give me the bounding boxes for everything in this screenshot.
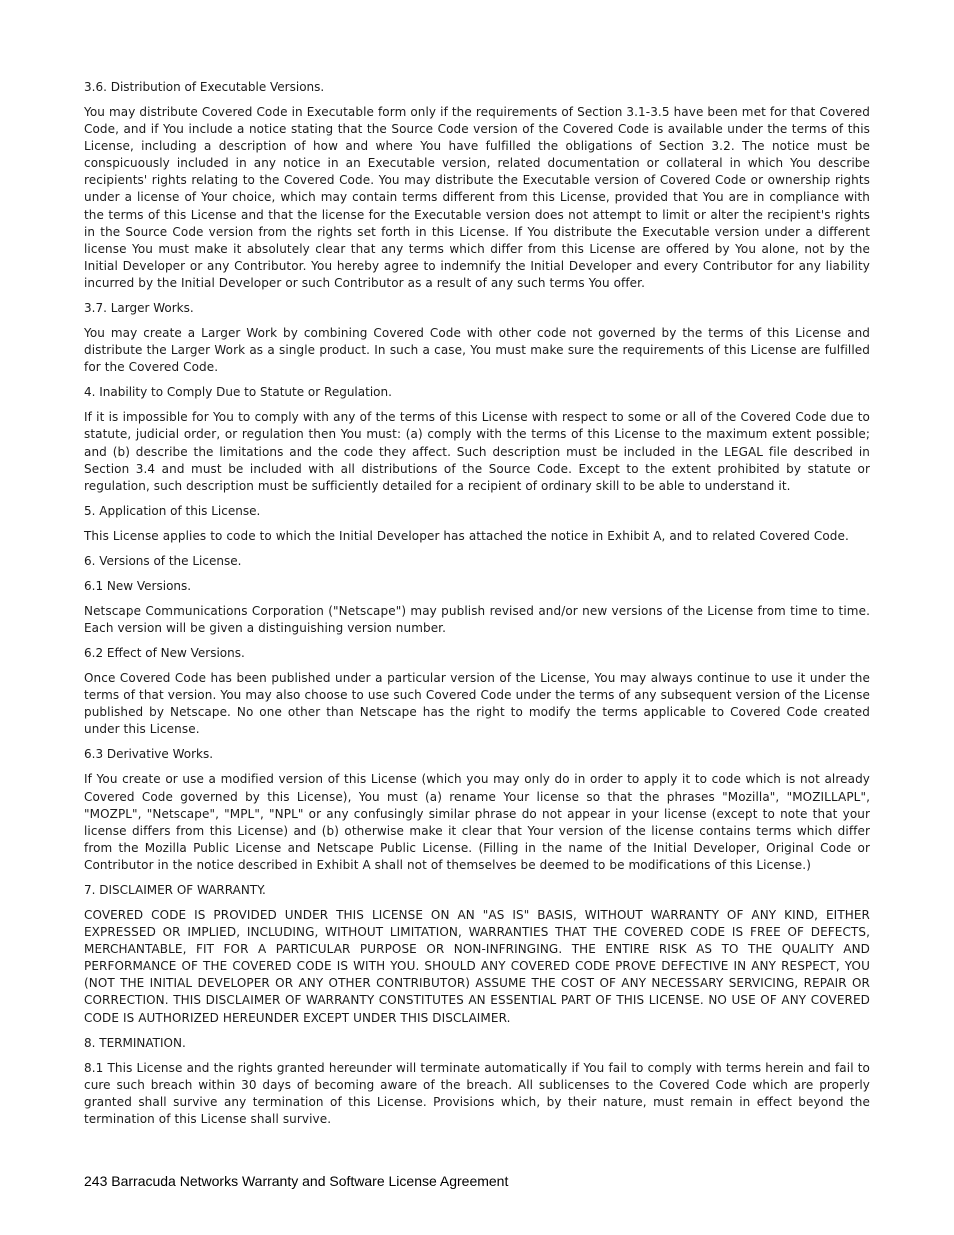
page-footer: 243 Barracuda Networks Warranty and Software License Agreement: [84, 1173, 509, 1189]
section-paragraph: If You create or use a modified version of this License (which you may only do in order to apply it to code which is not already Covered Code governed by this License), You must (a) rename Your license so that the phrases "Mozilla", "MOZILLAPL", "MOZPL", "Netscape", "MPL", "NPL" or any confusingly similar phrase do not appear in your license (except to note that your license differs from this License) and (b) otherwise make it clear that Your version of the license contains terms which differ from the Mozilla Public License and Netscape Public License. (Filling in the name of the Initial Developer, Original Code or Contributor in the notice described in Exhibit A shall not of themselves be deemed to be modifications of this License.): [84, 772, 870, 872]
section-paragraph: 8.1 This License and the rights granted hereunder will terminate automatically if You fail to comply with terms herein and fail to cure such breach within 30 days of becoming aware of the breach. All sublicenses to the Covered Code which are properly granted shall survive any termination of this License. Provisions which, by their nature, must remain in effect beyond the termination of this License shall survive.: [84, 1060, 870, 1126]
section-heading-3-7: 3.7. Larger Works.: [84, 301, 194, 316]
section-paragraph: Once Covered Code has been published under a particular version of the License, You may always continue to use it under the terms of that version. You may also choose to use such Covered Code under the terms of any subsequent version of the License published by Netscape. No one other than Netscape has the right to modify the terms applicable to Covered Code created under this License.: [84, 671, 870, 737]
section-heading-3-6: 3.6. Distribution of Executable Versions.: [84, 80, 325, 94]
section-heading-6-2: 6.2 Effect of New Versions.: [84, 646, 245, 661]
section-paragraph: COVERED CODE IS PROVIDED UNDER THIS LICENSE ON AN "AS IS" BASIS, WITHOUT WARRANTY OF ANY KIND, EITHER EXPRESSED OR IMPLIED, INCLUDING, WITHOUT LIMITATION, WARRANTIES THAT THE COVERED CODE IS FREE OF DEFECTS, MERCHANTABLE, FIT FOR A PARTICULAR PURPOSE OR NON-INFRINGING. THE ENTIRE RISK AS TO THE QUALITY AND PERFORMANCE OF THE COVERED CODE IS WITH YOU. SHOULD ANY COVERED CODE PROVE DEFECTIVE IN ANY RESPECT, YOU (NOT THE INITIAL DEVELOPER OR ANY OTHER CONTRIBUTOR) ASSUME THE COST OF ANY NECESSARY SERVICING, REPAIR OR CORRECTION. THIS DISCLAIMER OF WARRANTY CONSTITUTES AN ESSENTIAL PART OF THIS LICENSE. NO USE OF ANY COVERED CODE IS AUTHORIZED HEREUNDER EXCEPT UNDER THIS DISCLAIMER.: [84, 908, 870, 1025]
section-heading-7: 7. DISCLAIMER OF WARRANTY.: [84, 883, 266, 897]
section-paragraph: This License applies to code to which the Initial Developer has attached the notice in Exhibit A, and to related Covered Code.: [84, 528, 849, 543]
section-heading-4: 4. Inability to Comply Due to Statute or Regulation.: [84, 385, 392, 400]
section-heading-6-3: 6.3 Derivative Works.: [84, 747, 214, 762]
section-heading-5: 5. Application of this License.: [84, 503, 261, 518]
section-heading-6: 6. Versions of the License.: [84, 553, 242, 568]
section-paragraph: You may distribute Covered Code in Executable form only if the requirements of Section 3.1-3.5 have been met for that Covered Code, and if You include a notice stating that the Source Code version of the Covered Code is available under the terms of this License, including a description of how and where You have fulfilled the obligations of Section 3.2. The notice must be conspicuously included in any notice in an Executable version, related documentation or collateral in which You describe recipients' rights relating to the Covered Code. You may distribute the Executable version of Covered Code or ownership rights under a license of Your choice, which may contain terms different from this License, provided that You are in compliance with the terms of this License and that the license for the Executable version does not attempt to limit or alter the recipient's rights in the Source Code version from the rights set forth in this License. If You distribute the Executable version under a different license You must make it absolutely clear that any terms which differ from this License are offered by You alone, not by the Initial Developer or any Contributor. You hereby agree to indemnify the Initial Developer and every Contributor for any liability incurred by the Initial Developer or such Contributor as a result of any such terms You offer.: [84, 105, 870, 290]
section-paragraph: If it is impossible for You to comply with any of the terms of this License with respect to some or all of the Covered Code due to statute, judicial order, or regulation then You must: (a) comply with the terms of this License to the maximum extent possible; and (b) describe the limitations and the code they affect. Such description must be included in the LEGAL file described in Section 3.4 and must be included with all distributions of the Source Code. Except to the extent prohibited by statute or regulation, such description must be sufficiently detailed for a recipient of ordinary skill to be able to understand it.: [84, 410, 870, 493]
section-paragraph: Netscape Communications Corporation ("Netscape") may publish revised and/or new versions of the License from time to time. Each version will be given a distinguishing version number.: [84, 603, 870, 635]
section-heading-8: 8. TERMINATION.: [84, 1035, 186, 1050]
document-body: [84, 79, 870, 1136]
section-heading-6-1: 6.1 New Versions.: [84, 578, 192, 593]
section-paragraph: You may create a Larger Work by combining Covered Code with other code not governed by the terms of this License and distribute the Larger Work as a single product. In such a case, You must make sure the requirements of this License are fulfilled for the Covered Code.: [84, 326, 870, 375]
